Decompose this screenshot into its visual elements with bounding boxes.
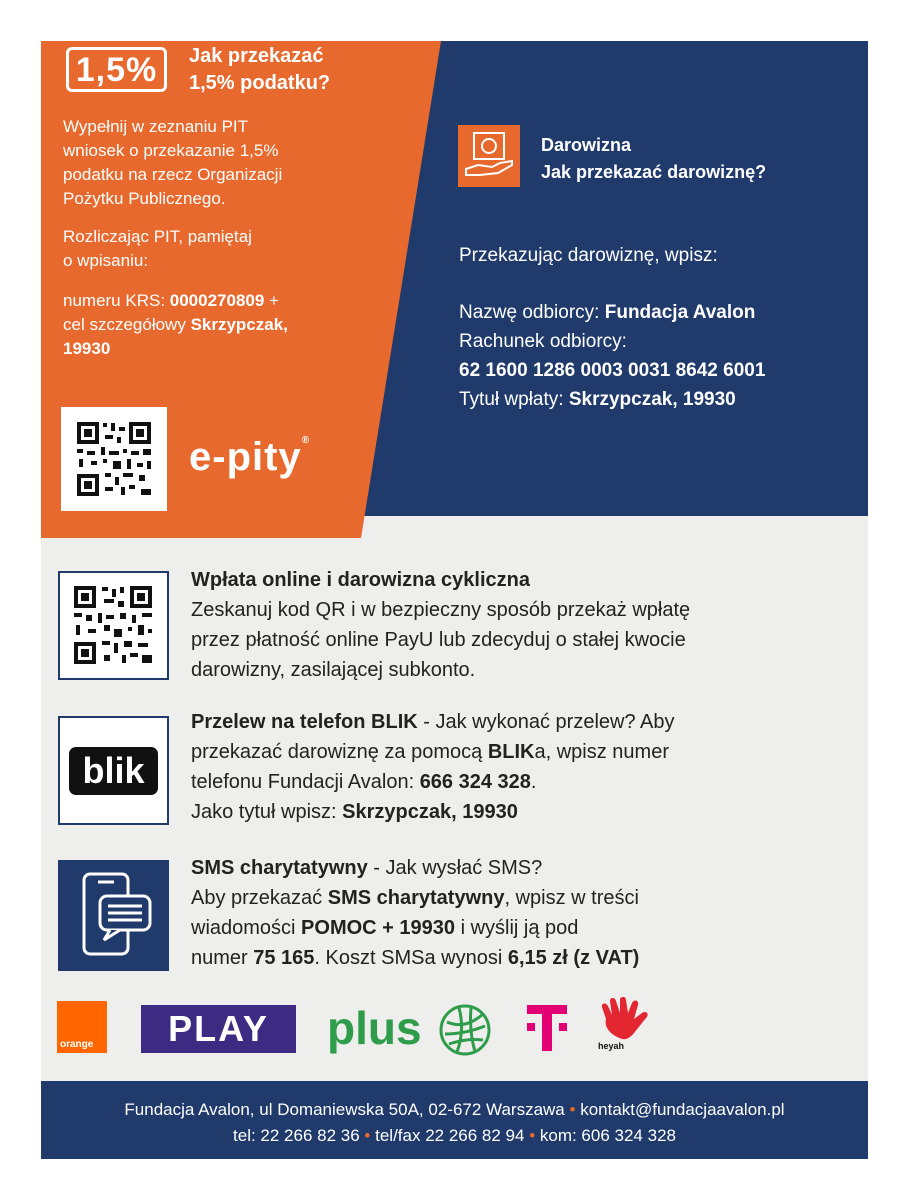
footer-fax[interactable]: tel/fax 22 266 82 94	[375, 1126, 525, 1145]
footer-phone[interactable]: tel: 22 266 82 36	[233, 1126, 360, 1145]
text-line: wniosek o przekazanie 1,5%	[63, 141, 279, 160]
separator-dot: •	[529, 1126, 536, 1145]
tax-title	[189, 43, 429, 97]
footer-address-line	[41, 1100, 868, 1120]
transfer-title-value: Skrzypczak, 19930	[568, 389, 736, 410]
percent-logo: 1,5%	[66, 47, 167, 92]
goal-line	[63, 313, 383, 337]
sms-title: SMS charytatywny	[191, 857, 368, 879]
account-number: 62 1600 1286 0003 0031 8642 6001	[459, 360, 766, 381]
online-title: Wpłata online i darowizna cykliczna	[191, 569, 530, 591]
text-line	[191, 883, 851, 913]
footer-phone-line	[41, 1126, 868, 1146]
t-mobile-logo	[525, 1003, 569, 1055]
sms-subtitle: - Jak wysłać SMS?	[367, 857, 543, 879]
pit-reminder	[63, 225, 383, 273]
epity-logo-text: e-pity	[189, 435, 302, 479]
text-line	[191, 767, 851, 797]
text-line: Pożytku Publicznego.	[63, 189, 226, 208]
online-qr-code[interactable]	[58, 571, 169, 680]
blik-title: Przelew na telefon BLIK	[191, 711, 418, 733]
krs-info	[63, 289, 383, 361]
transfer-title-label: Tytuł wpłaty:	[459, 389, 569, 410]
orange-logo-text: orange	[60, 1039, 94, 1050]
text-span: i wyślij ją pod	[455, 917, 579, 939]
heyah-hand-icon	[596, 997, 666, 1043]
text-span: . Koszt SMSa wynosi	[314, 947, 508, 969]
footer	[41, 1081, 868, 1159]
recipient-value: Fundacja Avalon	[604, 302, 756, 323]
text-line	[191, 943, 851, 973]
blik-phone-number: 666 324 328	[419, 771, 531, 793]
text-line: o wpisaniu:	[63, 251, 149, 270]
goal-value: Skrzypczak,	[190, 315, 288, 334]
separator-dot: •	[569, 1100, 576, 1119]
transfer-title-line	[459, 385, 859, 414]
sms-phone-icon	[58, 860, 169, 971]
donation-intro: Przekazując darowiznę, wpisz:	[459, 245, 718, 266]
heyah-logo	[596, 997, 666, 1053]
text-line: Wypełnij w zeznaniu PIT	[63, 117, 249, 136]
text-line: przez płatność online PayU lub zdecyduj o stałej kwocie	[191, 629, 686, 651]
goal-line-2	[63, 337, 383, 361]
text-line: Rozliczając PIT, pamiętaj	[63, 227, 252, 246]
sms-content: POMOC + 19930	[301, 917, 456, 939]
blik-transfer-title: Skrzypczak, 19930	[342, 801, 518, 823]
text-line	[191, 913, 851, 943]
text-line: darowizny, zasilającej subkonto.	[191, 659, 476, 681]
text-span: telefonu Fundacji Avalon:	[191, 771, 420, 793]
tax-title-line1: Jak przekazać	[189, 45, 324, 67]
text-line	[191, 737, 851, 767]
recipient-line	[459, 298, 859, 327]
plus-ball-icon	[439, 1004, 491, 1056]
donation-title-line2: Jak przekazać darowiznę?	[541, 162, 767, 182]
pit-instructions	[63, 115, 383, 211]
text-span: a, wpisz numer	[534, 741, 669, 763]
text-span: .	[530, 771, 537, 793]
registered-mark: ®	[301, 435, 311, 446]
footer-mobile[interactable]: kom: 606 324 328	[539, 1126, 676, 1145]
sms-type: SMS charytatywny	[327, 887, 505, 909]
account-label: Rachunek odbiorcy:	[459, 331, 627, 352]
blik-section	[191, 707, 851, 827]
krs-label: numeru KRS:	[63, 291, 170, 310]
sms-title-line	[191, 853, 851, 883]
text-span: Jako tytuł wpisz:	[191, 801, 343, 823]
blik-logo-box	[58, 716, 169, 825]
donation-icon	[458, 125, 520, 187]
text-span: przekazać darowiznę za pomocą	[191, 741, 488, 763]
sms-section	[191, 853, 851, 973]
play-logo: PLAY	[141, 1005, 296, 1053]
blik-icon: blik	[69, 747, 158, 795]
goal-value-number: 19930	[63, 339, 111, 358]
sms-cost: 6,15 zł (z VAT)	[507, 947, 640, 969]
epity-qr-code[interactable]	[61, 407, 167, 511]
text-span: , wpisz w treści	[504, 887, 639, 909]
plus-logo: plus	[327, 1002, 422, 1054]
tax-title-line2: 1,5% podatku?	[189, 72, 331, 94]
footer-email-link[interactable]: kontakt@fundacjaavalon.pl	[580, 1100, 785, 1119]
donation-details	[459, 298, 859, 414]
donation-title	[541, 132, 861, 186]
online-section	[191, 565, 851, 685]
separator-dot: •	[364, 1126, 371, 1145]
plus-sign: +	[264, 291, 279, 310]
text-line: Zeskanuj kod QR i w bezpieczny sposób przekaż wpłatę	[191, 599, 691, 621]
orange-logo	[57, 1001, 107, 1053]
footer-address: Fundacja Avalon, ul Domaniewska 50A, 02-672 Warszawa	[124, 1100, 565, 1119]
text-span: Aby przekazać	[191, 887, 328, 909]
blik-subtitle: - Jak wykonać przelew? Aby	[417, 711, 675, 733]
sms-number: 75 165	[253, 947, 315, 969]
blik-word: BLIK	[487, 741, 535, 763]
krs-number: 0000270809	[169, 291, 265, 310]
qr-pattern-icon	[61, 407, 167, 511]
recipient-label: Nazwę odbiorcy:	[459, 302, 605, 323]
text-line	[191, 797, 851, 827]
qr-pattern-icon	[60, 573, 167, 678]
blik-title-line	[191, 707, 851, 737]
text-line: podatku na rzecz Organizacji	[63, 165, 283, 184]
krs-line	[63, 289, 383, 313]
flyer	[41, 41, 868, 1159]
text-span: wiadomości	[191, 917, 302, 939]
donation-title-line1: Darowizna	[541, 135, 632, 155]
epity-logo	[189, 435, 310, 480]
heyah-logo-text: heyah	[598, 1041, 625, 1051]
goal-label: cel szczegółowy	[63, 315, 191, 334]
text-span: numer	[191, 947, 254, 969]
